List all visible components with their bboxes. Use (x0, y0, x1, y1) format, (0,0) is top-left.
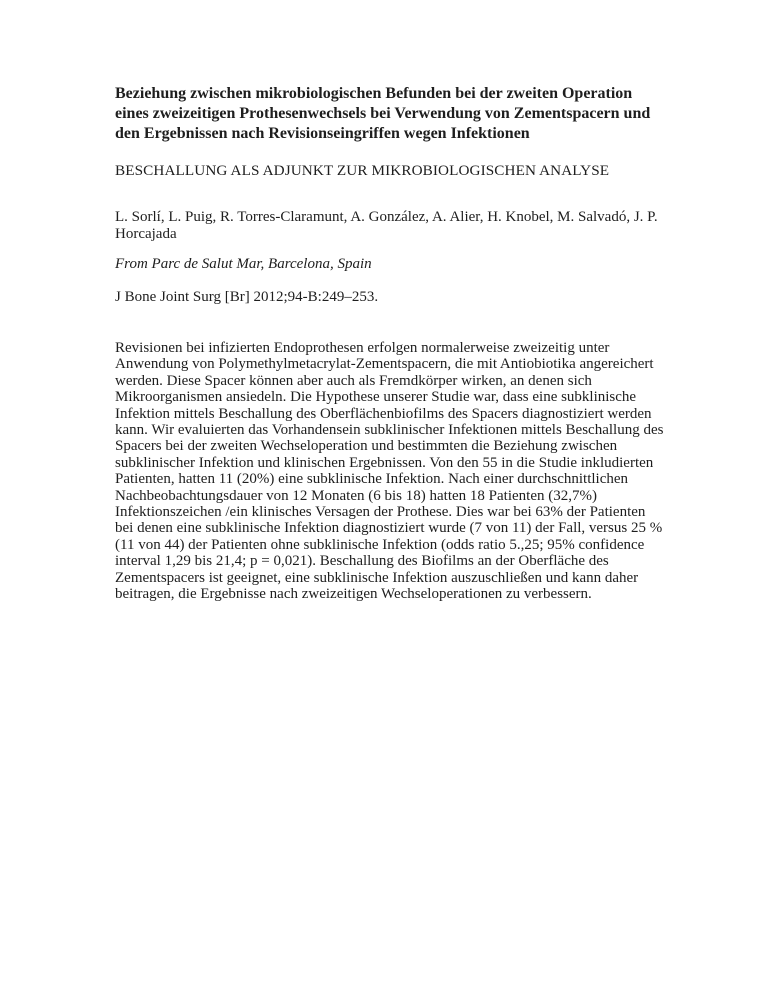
abstract-text: Revisionen bei infizierten Endoprothesen erfolgen normalerweise zweizeitig unter Anwendung von Polymethylmetacrylat-Zementspacern, die mit Antiobiotika angereichert werden. Diese Spacer können aber auch als Fremdkörper wirken, an denen sich Mikroorganismen ansiedeln. Die Hypothese unserer Studie war, dass eine subklinische Infektion mittels Beschallung des Oberflächenbiofilms des Spacers diagnostiziert werden kann. Wir evaluierten das Vorhandensein subklinischer Infektionen mittels Beschallung des Spacers bei der zweiten Wechseloperation und bestimmten die Beziehung zwischen subklinischer Infektion und klinischen Ergebnissen. Von den 55 in die Studie inkludierten Patienten, hatten 11 (20%) eine subklinische Infektion. Nach einer durchschnittlichen Nachbeobachtungsdauer von 12 Monaten (6 bis 18) hatten 18 Patienten (32,7%) Infektionszeichen /ein klinisches Versagen der Prothese. Dies war bei 63% der Patienten bei denen eine subklinische Infektion diagnostiziert wurde (7 von 11) der Fall, versus 25 % (11 von 44) der Patienten ohne subklinische Infektion (odds ratio 5.,25; 95% confidence interval 1,29 bis 21,4; p = 0,021). Beschallung des Biofilms an der Oberfläche des Zementspacers ist geeignet, eine subklinische Infektion auszuschließen und kann daher beitragen, die Ergebnisse nach zweizeitigen Wechseloperationen zu verbessern. (115, 340, 664, 603)
article-title: Beziehung zwischen mikrobiologischen Befunden bei der zweiten Operation eines zweizeitigen Prothesenwechsels bei Verwendung von Zementspacern und den Ergebnissen nach Revisionseingriffen wegen Infektionen (115, 85, 651, 142)
affiliation-line: From Parc de Salut Mar, Barcelona, Spain (115, 256, 372, 272)
journal-citation: J Bone Joint Surg [Br] 2012;94-B:249–253. (115, 289, 379, 305)
article-subtitle: BESCHALLUNG ALS ADJUNKT ZUR MIKROBIOLOGISCHEN ANALYSE (115, 162, 610, 179)
author-list: L. Sorlí, L. Puig, R. Torres-Claramunt, A. González, A. Alier, H. Knobel, M. Salvadó, J. P. Horcajada (115, 209, 658, 242)
